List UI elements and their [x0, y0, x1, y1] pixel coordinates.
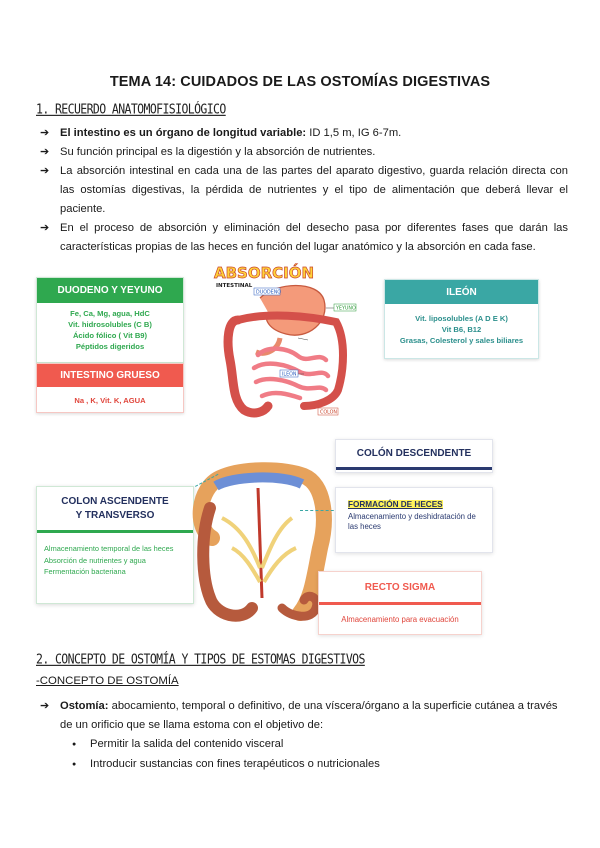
ileon-line: Grasas, Colesterol y sales biliares [399, 336, 524, 345]
grueso-title: INTESTINO GRUESO [37, 364, 183, 387]
arrow-icon: ➔ [40, 700, 50, 712]
descendente-highlight-row [336, 488, 492, 509]
bullet-item [40, 143, 568, 162]
diagram-label: DUODENO [256, 290, 282, 296]
grueso-text: Na , K, Vit. K, AGUA [74, 396, 146, 405]
ascendente-line: Fermentación bacteriana [44, 567, 126, 576]
descendente-highlight: FORMACIÓN DE HECES [348, 500, 443, 509]
bullet-bold: El intestino es un órgano de longitud variable: [60, 127, 307, 139]
page-title: TEMA 14: CUIDADOS DE LAS OSTOMÍAS DIGESTIVAS [109, 74, 491, 90]
descendente-text: Almacenamiento y deshidratación de las heces [348, 512, 476, 531]
diagram-label: ILEON [282, 372, 297, 378]
section-heading-2: 2. CONCEPTO DE OSTOMÍA Y TIPOS DE ESTOMAS DIGESTIVOS [36, 651, 365, 668]
arrow-icon: ➔ [40, 165, 50, 177]
diagram-label: YEYUNO [336, 306, 356, 312]
ileon-body [385, 304, 538, 346]
list-item: ● Permitir la salida del contenido visceral [72, 735, 380, 755]
ostomia-definition [40, 697, 568, 735]
ileon-line: Vit. liposolubles (A D E K) [415, 314, 508, 323]
ileon-title: ILEÓN [385, 280, 538, 304]
arrow-icon: ➔ [40, 127, 50, 139]
section-heading-1: 1. RECUERDO ANATOMOFISIOLÓGICO [36, 101, 226, 118]
duodeno-line: Fe, Ca, Mg, agua, HdC [70, 309, 150, 318]
diagram-title: ABSORCIÓN [214, 264, 315, 282]
duodeno-line: Ácido fólico ( Vit B9) [72, 331, 148, 340]
descendente-card [335, 487, 493, 553]
bullet-text: En el proceso de absorción y eliminación del desecho pasa por diferentes fases que darán las características propias de las heces en función del lugar anatómico y la absorción en cada fase. [60, 222, 568, 253]
transverse-colon-shape [216, 477, 302, 486]
ileon-card [384, 279, 539, 359]
ascendente-body [37, 533, 193, 578]
bullet-item [40, 219, 568, 257]
sigma-text: Almacenamiento para evacuación [341, 615, 459, 624]
ascendente-card [36, 486, 194, 604]
duodeno-card [36, 277, 184, 363]
duodeno-line: Péptidos digeridos [75, 342, 145, 351]
grueso-card [36, 363, 184, 413]
ostomia-term: Ostomía: [60, 700, 109, 712]
ostomia-paragraph [40, 697, 568, 735]
bullet-item [40, 124, 568, 143]
descendente-title: COLÓN DESCENDENTE [336, 440, 492, 470]
absorption-diagram [208, 260, 368, 430]
ostomia-bullet-list [72, 735, 380, 774]
duodeno-line: Vit. hidrosolubles (C B) [68, 320, 152, 329]
diagram-label: COLON [320, 410, 337, 416]
bullet-item [40, 162, 568, 219]
colon-diagram [192, 458, 332, 628]
sigma-title: RECTO SIGMA [319, 572, 481, 605]
bullet-text: ID 1,5 m, IG 6-7m. [306, 127, 402, 139]
duodeno-title: DUODENO Y YEYUNO [37, 278, 183, 303]
ascending-colon-shape [203, 508, 252, 616]
ascendente-line: Almacenamiento temporal de las heces [44, 544, 174, 553]
list-item: ● Introducir sustancias con fines terapéuticos o nutricionales [72, 755, 380, 775]
section1-bullet-list [40, 124, 568, 257]
duodeno-body [37, 303, 183, 352]
arrow-icon: ➔ [40, 146, 50, 158]
subheading-concepto: -CONCEPTO DE OSTOMÍA [36, 675, 179, 687]
ascendente-title-line: Y TRANSVERSO [75, 509, 155, 521]
ostomia-text: abocamiento, temporal o definitivo, de una víscera/órgano a la superficie cutánea a través de un orificio que se llama estoma con el objetivo de: [60, 700, 558, 731]
ascendente-title-line: COLON ASCENDENTE [61, 495, 169, 507]
ileon-line: Vit B6, B12 [441, 325, 482, 334]
ascendente-title [37, 487, 193, 533]
diagram-subtitle: INTESTINAL [216, 283, 253, 289]
bullet-text: Su función principal es la digestión y la absorción de nutrientes. [60, 146, 376, 158]
bullet-text: La absorción intestinal en cada una de las partes del aparato digestivo, guarda relación directa con las ostomías digestivas, la pérdida de nutrientes y el tipo de alimentación que deberá llevar el paciente. [60, 165, 568, 215]
descendente-title-card [335, 439, 493, 473]
sigma-card [318, 571, 482, 635]
arrow-icon: ➔ [40, 222, 50, 234]
ascendente-line: Absorción de nutrientes y agua [44, 555, 146, 565]
